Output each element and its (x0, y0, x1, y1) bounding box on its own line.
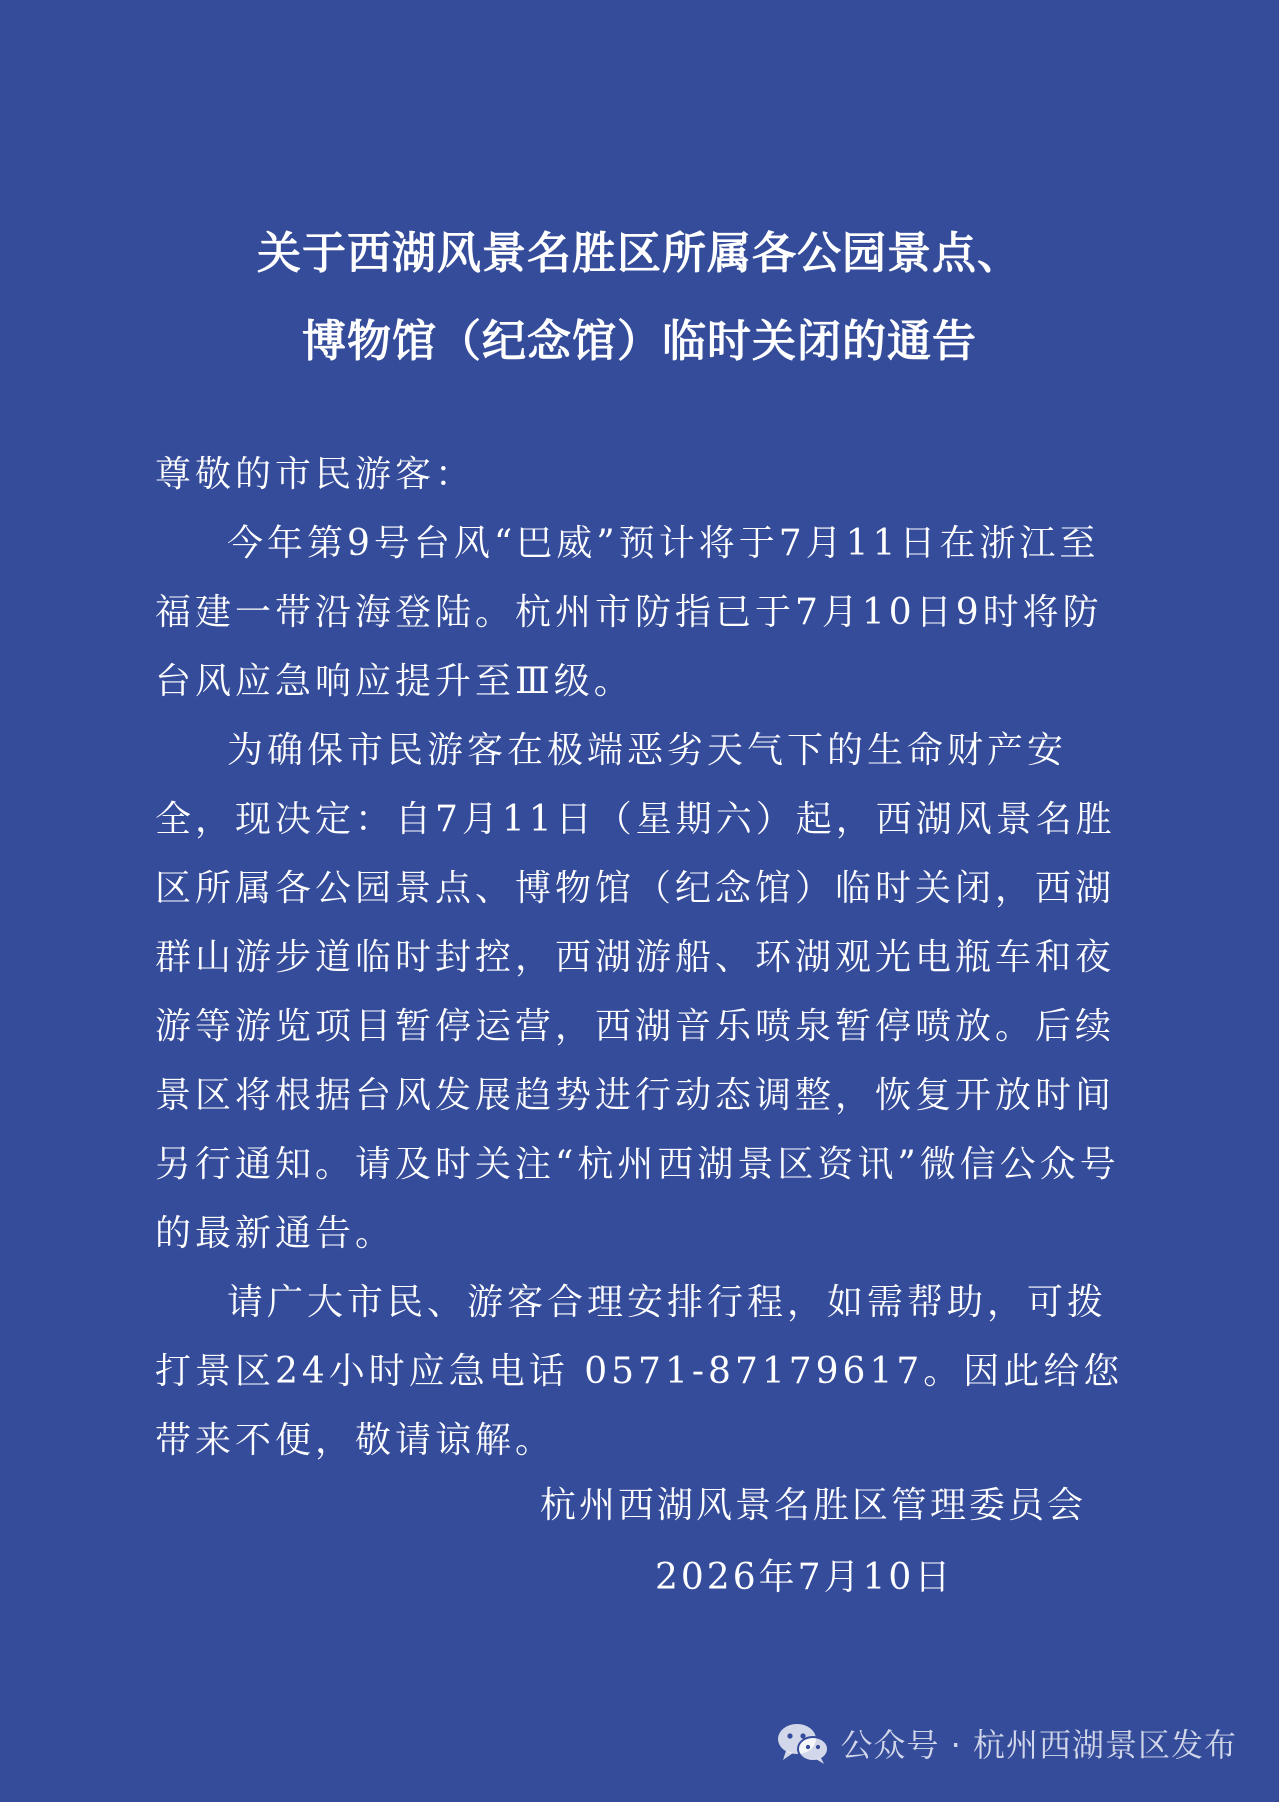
notice-title (0, 210, 1279, 386)
source-watermark (776, 1720, 1237, 1766)
signature-block (540, 1470, 1100, 1614)
issue-date: 2026年7月10日 (655, 1557, 954, 1598)
title-line-1: 关于西湖风景名胜区所属各公园景点、 (257, 228, 1022, 279)
title-line-2: 博物馆（纪念馆）临时关闭的通告 (302, 316, 977, 367)
paragraph-2: 为确保市民游客在极端恶劣天气下的生命财产安全，现决定：自7月11日（星期六）起，西湖风景名胜区所属各公园景点、博物馆（纪念馆）临时关闭，西湖群山游步道临时封控，西湖游船、环湖观光电瓶车和夜游等游览项目暂停运营，西湖音乐喷泉暂停喷放。后续景区将根据台风发展趋势进行动态调整，恢复开放时间另行通知。请及时关注“杭州西湖景区资讯”微信公众号的最新通告。 (155, 730, 1120, 1254)
watermark-text: 公众号 · 杭州西湖景区发布 (840, 1726, 1237, 1764)
notice-body (155, 440, 1135, 1475)
paragraph-1: 今年第9号台风“巴威”预计将于7月11日在浙江至福建一带沿海登陆。杭州市防指已于7月10日9时将防台风应急响应提升至Ⅲ级。 (155, 523, 1103, 702)
salutation: 尊敬的市民游客： (155, 454, 476, 495)
wechat-icon (776, 1721, 830, 1765)
paragraph-3: 请广大市民、游客合理安排行程，如需帮助，可拨打景区24小时应急电话 0571-87179617。因此给您带来不便，敬请谅解。 (155, 1282, 1124, 1461)
issuer-name: 杭州西湖风景名胜区管理委员会 (540, 1485, 1087, 1526)
